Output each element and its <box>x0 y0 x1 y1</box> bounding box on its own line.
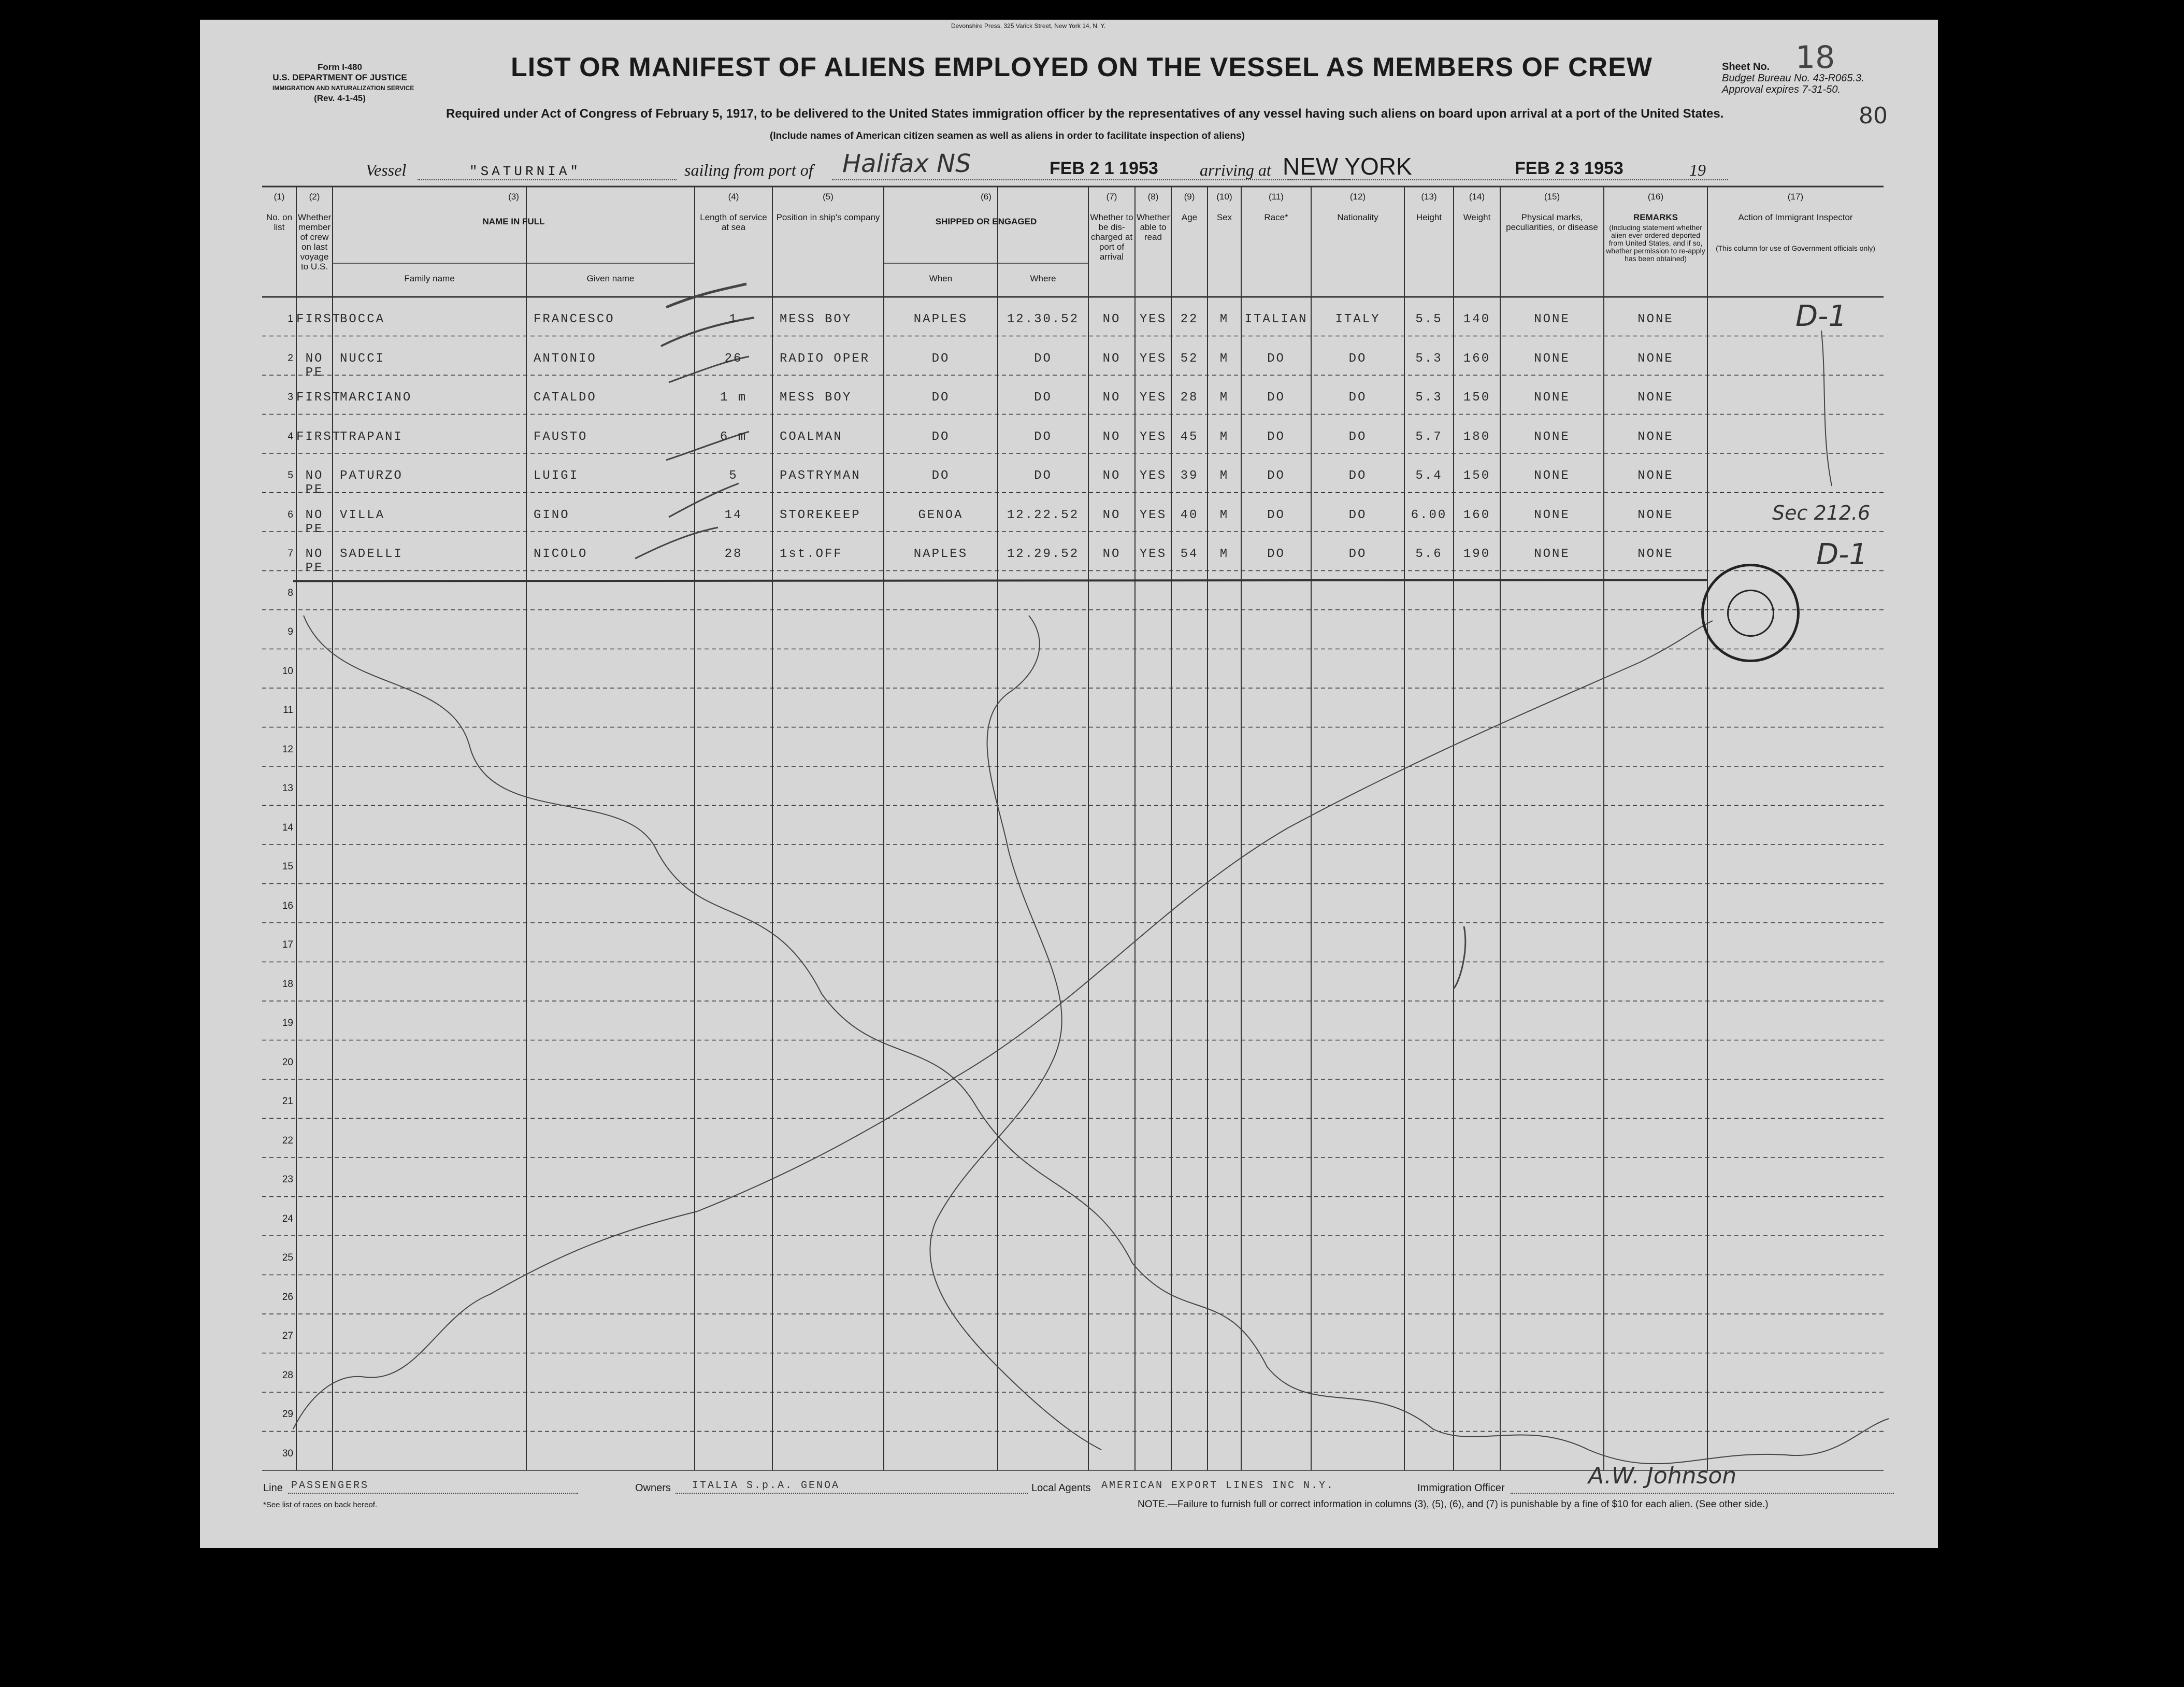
row-number: 4 <box>288 431 293 442</box>
crew-cell-height: 5.7 <box>1415 430 1443 444</box>
column-c8-number: (8) <box>1147 192 1159 202</box>
crew-cell-position: MESS BOY <box>780 312 852 326</box>
column-c10-number: (10) <box>1216 192 1232 202</box>
crew-cell-where: DO <box>1034 391 1052 405</box>
row-number: 5 <box>288 470 293 481</box>
crew-cell-nationality: DO <box>1348 430 1367 444</box>
crew-cell-position: COALMAN <box>780 430 843 444</box>
crew-cell-family: VILLA <box>340 508 385 522</box>
column-c7-label: Whether to be dis-charged at port of arrival <box>1090 212 1133 262</box>
crew-cell-where: DO <box>1034 430 1052 444</box>
crew-cell-crew: FIRST <box>296 312 342 326</box>
crew-cell-service: 5 <box>729 469 738 483</box>
form-number: Form I-480 <box>318 62 362 72</box>
inspector-mark-row7: D-1 <box>1816 538 1867 571</box>
column-c1-label: No. on list <box>266 212 293 232</box>
column-c17-label: Action of Immigrant Inspector <box>1738 212 1853 222</box>
crew-cell-read: YES <box>1139 430 1167 444</box>
crew-cell-given: GINO <box>534 508 570 522</box>
crew-cell-race: DO <box>1267 508 1285 522</box>
crew-cell-given: ANTONIO <box>534 351 597 366</box>
seal-emblem <box>1727 590 1774 637</box>
crew-cell-marks: NONE <box>1534 351 1570 366</box>
column-c14-number: (14) <box>1469 192 1485 202</box>
crew-cell-sex: M <box>1219 430 1229 444</box>
inclusion-note: (Include names of American citizen seamen as well as aliens in order to facilitate inspection of aliens) <box>770 131 1245 141</box>
crew-cell-nationality: DO <box>1348 469 1367 483</box>
owners-label: Owners <box>635 1482 671 1494</box>
crew-cell-given: CATALDO <box>534 391 597 405</box>
pencil-curve <box>930 616 1101 1450</box>
requirement-text: Required under Act of Congress of February 5, 1917, to be delivered to the United States immigration officer by the representatives of any vessel having such aliens on board upon arrival at a port of the United States. <box>446 107 1724 121</box>
crew-cell-marks: NONE <box>1534 508 1570 522</box>
shipped-where-header: Where <box>1030 274 1056 283</box>
crew-cell-remarks: NONE <box>1637 351 1674 366</box>
row-number: 7 <box>288 548 293 559</box>
crew-cell-nationality: DO <box>1348 391 1367 405</box>
crew-cell-weight: 150 <box>1463 469 1491 483</box>
column-c13-number: (13) <box>1421 192 1437 202</box>
crew-cell-remarks: NONE <box>1637 312 1674 326</box>
crew-cell-race: DO <box>1267 351 1285 366</box>
crew-cell-nationality: DO <box>1348 547 1367 561</box>
crew-cell-marks: NONE <box>1534 312 1570 326</box>
given-name-header: Given name <box>586 274 635 283</box>
column-c4-label: Length of service at sea <box>700 212 767 232</box>
crew-cell-service: 6 m <box>720 430 748 444</box>
sailing-label: sailing from port of <box>684 161 813 179</box>
pencil-mark <box>1821 331 1832 486</box>
column-c8-label: Whether able to read <box>1137 212 1170 242</box>
crew-cell-when: NAPLES <box>913 547 968 561</box>
form-revision: (Rev. 4-1-45) <box>314 93 366 103</box>
pencil-curve <box>304 616 1889 1464</box>
crew-cell-family: TRAPANI <box>340 430 403 444</box>
crew-cell-weight: 180 <box>1463 430 1491 444</box>
row-number: 15 <box>282 861 293 872</box>
column-c16-number: (16) <box>1647 192 1664 202</box>
line-label: Line <box>263 1482 283 1494</box>
owners-underline <box>676 1493 1028 1494</box>
penalty-note: NOTE.—Failure to furnish full or correct information in columns (3), (5), (6), and (7) is punishable by a fine of $10 for each alien. (See other side.) <box>1138 1499 1769 1510</box>
crew-cell-discharged: NO <box>1102 547 1121 561</box>
row-number: 27 <box>282 1331 293 1341</box>
crew-cell-race: DO <box>1267 469 1285 483</box>
row-number: 11 <box>283 705 293 716</box>
crew-cell-age: 22 <box>1180 312 1199 326</box>
crew-cell-position: RADIO OPER <box>780 351 870 366</box>
column-c16-label: REMARKS <box>1633 212 1678 222</box>
row-number: 30 <box>282 1448 293 1459</box>
row-number: 26 <box>282 1291 293 1303</box>
crew-cell-family: BOCCA <box>340 312 385 326</box>
crew-cell-race: DO <box>1267 547 1285 561</box>
crew-cell-service: 26 <box>724 351 743 366</box>
crew-cell-nationality: DO <box>1348 508 1367 522</box>
row-number: 9 <box>288 626 293 637</box>
row-8-strikethrough <box>293 580 1707 581</box>
line-value: PASSENGERS <box>291 1480 369 1492</box>
agents-value: AMERICAN EXPORT LINES INC N.Y. <box>1101 1480 1335 1492</box>
crew-cell-family: PATURZO <box>340 469 403 483</box>
crew-cell-age: 28 <box>1180 391 1199 405</box>
row-number: 20 <box>282 1056 293 1068</box>
departure-port: Halifax NS <box>842 149 971 178</box>
crew-cell-crew: NO PE <box>305 508 324 536</box>
column-c17-number: (17) <box>1787 192 1804 202</box>
crew-cell-remarks: NONE <box>1637 547 1674 561</box>
column-c15-number: (15) <box>1544 192 1560 202</box>
crew-cell-height: 5.6 <box>1415 547 1443 561</box>
crew-cell-weight: 140 <box>1463 312 1491 326</box>
crew-cell-discharged: NO <box>1102 351 1121 366</box>
row-number: 24 <box>282 1213 293 1224</box>
agents-label: Local Agents <box>1031 1482 1091 1494</box>
row-number: 1 <box>288 313 293 324</box>
row-number: 12 <box>282 744 293 755</box>
crew-cell-height: 5.4 <box>1415 469 1443 483</box>
column-c11-label: Race* <box>1264 212 1288 222</box>
crew-cell-height: 5.3 <box>1415 391 1443 405</box>
crew-cell-age: 39 <box>1180 469 1199 483</box>
crew-cell-position: PASTRYMAN <box>780 469 861 483</box>
column-c6-number: (6) <box>981 192 992 202</box>
crew-cell-nationality: ITALY <box>1335 312 1381 326</box>
sailing-date-stamp: FEB 2 1 1953 <box>1050 159 1158 178</box>
crew-cell-service: 28 <box>724 547 743 561</box>
arriving-label: arriving at <box>1200 161 1271 179</box>
column-c3-label: NAME IN FULL <box>482 217 545 226</box>
year-label: 19 <box>1689 161 1706 179</box>
crew-cell-read: YES <box>1139 469 1167 483</box>
column-c4-number: (4) <box>728 192 739 202</box>
row-number: 19 <box>282 1018 293 1028</box>
crew-cell-when: DO <box>931 351 950 366</box>
crew-cell-age: 45 <box>1180 430 1199 444</box>
column-c9-number: (9) <box>1184 192 1195 202</box>
officer-signature: A.W. Johnson <box>1588 1463 1737 1489</box>
pencil-mark <box>1454 926 1465 989</box>
arrival-date-stamp: FEB 2 3 1953 <box>1515 159 1623 178</box>
column-c16-sublabel: (Including statement whether alien ever ordered deported from United States, and if so, whether permission to re-apply has been obtained) <box>1606 223 1705 263</box>
crew-cell-when: DO <box>931 430 950 444</box>
column-c2-label: Whether member of crew on last voyage to U.S. <box>298 212 332 271</box>
owners-value: ITALIA S.p.A. GENOA <box>692 1480 840 1492</box>
crew-cell-marks: NONE <box>1534 430 1570 444</box>
crew-cell-weight: 150 <box>1463 391 1491 405</box>
crew-cell-remarks: NONE <box>1637 391 1674 405</box>
column-c3-number: (3) <box>508 192 519 202</box>
crew-cell-position: 1st.OFF <box>780 547 843 561</box>
crew-cell-discharged: NO <box>1102 391 1121 405</box>
service-checkmark <box>666 284 746 307</box>
row-number: 14 <box>282 822 293 833</box>
row-number: 6 <box>288 509 293 520</box>
column-c6-label: SHIPPED OR ENGAGED <box>935 217 1037 226</box>
column-c12-number: (12) <box>1349 192 1366 202</box>
row-number: 2 <box>288 352 293 364</box>
approval-expiry: Approval expires 7-31-50. <box>1722 84 1841 95</box>
crew-cell-sex: M <box>1219 391 1229 405</box>
crew-cell-service: 1 <box>729 312 738 326</box>
budget-bureau: Budget Bureau No. 43-R065.3. <box>1722 73 1864 84</box>
consular-seal <box>1701 564 1800 662</box>
page-mark: 80 <box>1859 103 1888 129</box>
row-number: 8 <box>288 587 293 598</box>
crew-cell-remarks: NONE <box>1637 469 1674 483</box>
crew-cell-crew: FIRST <box>296 391 342 405</box>
crew-cell-marks: NONE <box>1534 391 1570 405</box>
crew-cell-where: DO <box>1034 469 1052 483</box>
crew-cell-where: 12.29.52 <box>1007 547 1080 561</box>
sheet-number: 18 <box>1795 39 1835 76</box>
row-number: 18 <box>282 978 293 990</box>
row-number: 21 <box>282 1096 293 1107</box>
manifest-sheet <box>200 20 1938 1548</box>
column-c13-label: Height <box>1416 212 1442 222</box>
column-c1-number: (1) <box>274 192 285 202</box>
row-number: 28 <box>282 1369 293 1381</box>
column-c5-number: (5) <box>823 192 834 202</box>
column-c10-label: Sex <box>1216 212 1232 222</box>
crew-cell-weight: 160 <box>1463 351 1491 366</box>
crew-cell-weight: 190 <box>1463 547 1491 561</box>
crew-cell-remarks: NONE <box>1637 508 1674 522</box>
column-c14-label: Weight <box>1463 212 1491 222</box>
service-name: IMMIGRATION AND NATURALIZATION SERVICE <box>272 84 414 92</box>
inspector-mark-row1: D-1 <box>1795 299 1847 333</box>
row-number: 3 <box>288 392 293 403</box>
crew-cell-given: FAUSTO <box>534 430 588 444</box>
crew-cell-position: MESS BOY <box>780 391 852 405</box>
crew-cell-given: FRANCESCO <box>534 312 615 326</box>
crew-cell-read: YES <box>1139 312 1167 326</box>
department-name: U.S. DEPARTMENT OF JUSTICE <box>272 73 407 82</box>
crew-cell-read: YES <box>1139 508 1167 522</box>
crew-cell-when: DO <box>931 391 950 405</box>
crew-cell-marks: NONE <box>1534 469 1570 483</box>
officer-label: Immigration Officer <box>1417 1482 1505 1494</box>
crew-cell-family: SADELLI <box>340 547 403 561</box>
crew-cell-family: MARCIANO <box>340 391 412 405</box>
column-c5-label: Position in ship's company <box>776 212 880 222</box>
crew-cell-height: 5.5 <box>1415 312 1443 326</box>
sheet-label: Sheet No. <box>1722 61 1770 73</box>
crew-cell-discharged: NO <box>1102 508 1121 522</box>
crew-cell-sex: M <box>1219 508 1229 522</box>
row-number: 22 <box>282 1135 293 1146</box>
crew-cell-position: STOREKEEP <box>780 508 861 522</box>
crew-cell-given: LUIGI <box>534 469 579 483</box>
line-underline <box>288 1493 578 1494</box>
crew-cell-when: NAPLES <box>913 312 968 326</box>
crew-cell-read: YES <box>1139 351 1167 366</box>
row-number: 25 <box>282 1252 293 1263</box>
row-number: 23 <box>282 1174 293 1185</box>
page-title: LIST OR MANIFEST OF ALIENS EMPLOYED ON THE VESSEL AS MEMBERS OF CREW <box>511 52 1653 82</box>
officer-underline <box>1511 1493 1894 1494</box>
crew-cell-weight: 160 <box>1463 508 1491 522</box>
crew-cell-marks: NONE <box>1534 547 1570 561</box>
crew-cell-race: DO <box>1267 430 1285 444</box>
family-name-header: Family name <box>404 274 455 283</box>
printer-line: Devonshire Press, 325 Varick Street, New York 14, N. Y. <box>951 22 1106 30</box>
crew-cell-height: 6.00 <box>1411 508 1447 522</box>
column-c11-number: (11) <box>1269 192 1284 202</box>
column-c17-sublabel: (This column for use of Government officials only) <box>1716 244 1875 252</box>
crew-cell-discharged: NO <box>1102 312 1121 326</box>
crew-cell-sex: M <box>1219 312 1229 326</box>
column-c9-label: Age <box>1181 212 1198 222</box>
column-c7-number: (7) <box>1106 192 1117 202</box>
crew-cell-family: NUCCI <box>340 351 385 366</box>
crew-cell-height: 5.3 <box>1415 351 1443 366</box>
crew-cell-read: YES <box>1139 391 1167 405</box>
crew-cell-where: 12.30.52 <box>1007 312 1080 326</box>
inspector-mark-row6: Sec 212.6 <box>1772 502 1871 524</box>
crew-cell-read: YES <box>1139 547 1167 561</box>
crew-cell-race: DO <box>1267 391 1285 405</box>
column-c2-number: (2) <box>309 192 320 202</box>
crew-cell-service: 14 <box>724 508 743 522</box>
crew-cell-age: 54 <box>1180 547 1199 561</box>
crew-cell-given: NICOLO <box>534 547 588 561</box>
row-number: 17 <box>282 939 293 950</box>
crew-cell-service: 1 m <box>720 391 748 405</box>
row-number: 10 <box>282 665 293 677</box>
row-number: 16 <box>282 900 293 911</box>
crew-cell-when: GENOA <box>918 508 964 522</box>
crew-cell-sex: M <box>1219 547 1229 561</box>
crew-cell-when: DO <box>931 469 950 483</box>
crew-cell-crew: NO PE <box>305 469 324 497</box>
crew-cell-crew: NO PE <box>305 547 324 575</box>
arrival-port: NEW YORK <box>1283 153 1412 180</box>
races-note: *See list of races on back hereof. <box>263 1500 378 1509</box>
shipped-when-header: When <box>929 274 953 283</box>
vessel-label: Vessel <box>366 161 407 179</box>
crew-cell-where: DO <box>1034 351 1052 366</box>
crew-cell-race: ITALIAN <box>1244 312 1308 326</box>
crew-cell-discharged: NO <box>1102 469 1121 483</box>
crew-cell-nationality: DO <box>1348 351 1367 366</box>
crew-cell-discharged: NO <box>1102 430 1121 444</box>
crew-cell-age: 52 <box>1180 351 1199 366</box>
crew-cell-where: 12.22.52 <box>1007 508 1080 522</box>
row-number: 29 <box>282 1409 293 1420</box>
crew-cell-remarks: NONE <box>1637 430 1674 444</box>
vessel-name: "SATURNIA" <box>469 164 582 179</box>
crew-cell-sex: M <box>1219 469 1229 483</box>
row-number: 13 <box>282 783 293 794</box>
crew-cell-sex: M <box>1219 351 1229 366</box>
column-c15-label: Physical marks, peculiarities, or disease <box>1506 212 1598 232</box>
column-c12-label: Nationality <box>1337 212 1378 222</box>
crew-cell-age: 40 <box>1180 508 1199 522</box>
crew-cell-crew: NO PE <box>305 351 324 380</box>
crew-cell-crew: FIRST <box>296 430 342 444</box>
